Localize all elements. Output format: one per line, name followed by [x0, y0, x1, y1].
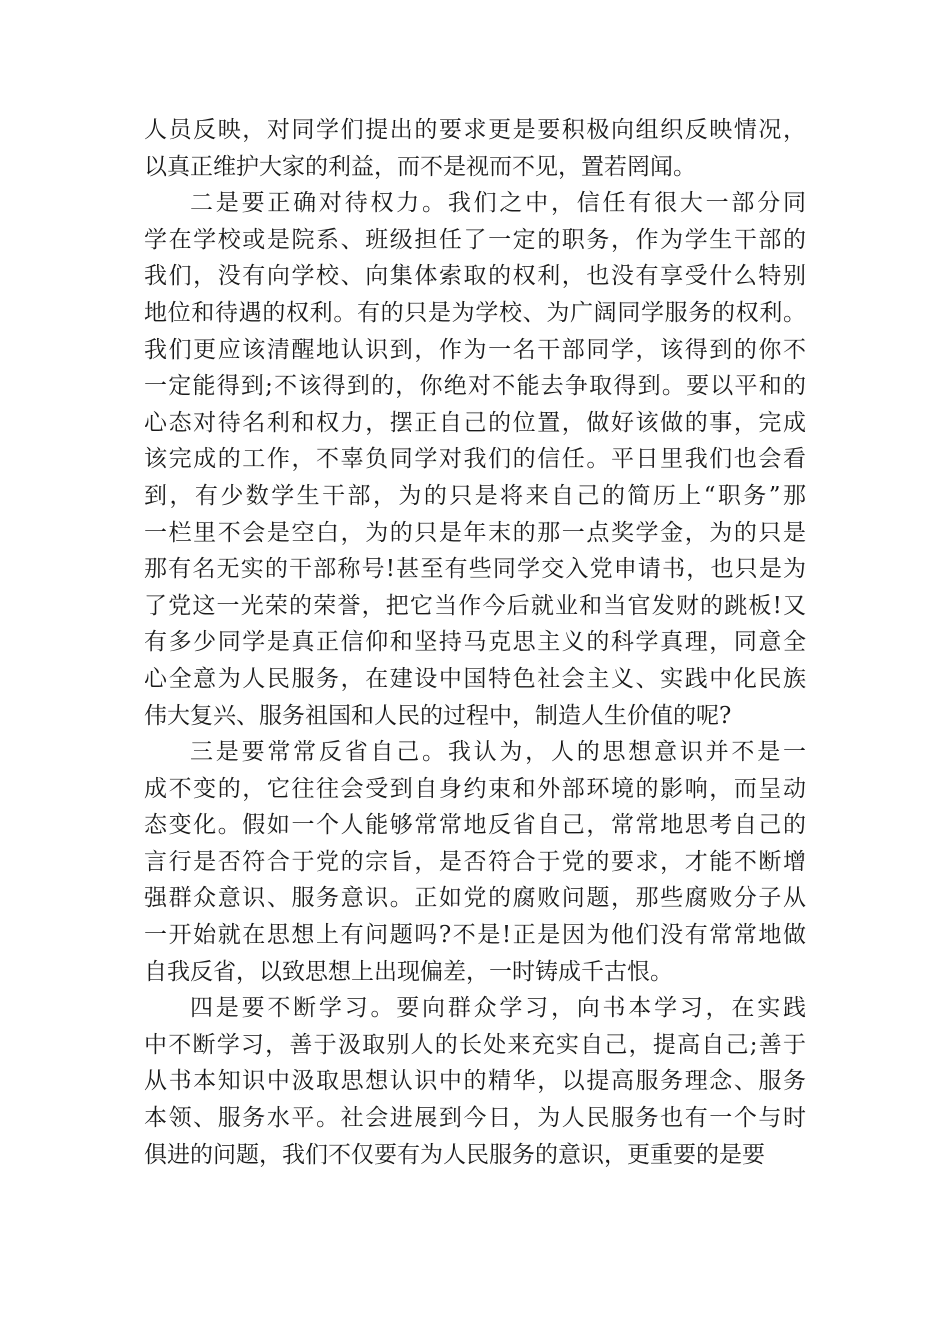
text-line: 俱进的问题，我们不仅要有为人民服务的意识，更重要的是要: [144, 1141, 765, 1168]
paragraph: [144, 185, 806, 734]
text-line: 本领、服务水平。社会进展到今日，为人民服务也有一个与时: [144, 1105, 806, 1132]
text-line: 学在学校或是院系、班级担任了一定的职务，作为学生干部的: [144, 226, 806, 253]
text-line: 四是要不断学习。要向群众学习，向书本学习，在实践: [190, 995, 806, 1022]
text-line: 伟大复兴、服务祖国和人民的过程中，制造人生价值的呢?: [144, 702, 732, 729]
text-line: 该完成的工作，不辜负同学对我们的信任。平日里我们也会看: [144, 446, 806, 473]
text-line: 人员反映，对同学们提出的要求更是要积极向组织反映情况，: [144, 117, 806, 143]
text-line: 一开始就在思想上有问题吗?不是!正是因为他们没有常常地做: [144, 922, 806, 949]
text-line: 自我反省，以致思想上出现偏差，一时铸成千古恨。: [144, 958, 673, 985]
text-line: 二是要正确对待权力。我们之中，信任有很大一部分同: [190, 190, 806, 217]
text-line: 一定能得到;不该得到的，你绝对不能去争取得到。要以平和的: [144, 373, 806, 400]
text-line: 有多少同学是真正信仰和坚持马克思主义的科学真理，同意全: [144, 629, 806, 656]
text-line: 心全意为人民服务，在建设中国特色社会主义、实践中化民族: [144, 665, 806, 692]
text-line: 地位和待遇的权利。有的只是为学校、为广阔同学服务的权利。: [144, 299, 806, 326]
text-line: 那有名无实的干部称号!甚至有些同学交入党申请书，也只是为: [144, 556, 806, 583]
text-line: 从书本知识中汲取思想认识中的精华，以提高服务理念、服务: [144, 1068, 806, 1095]
text-line: 我们更应该清醒地认识到，作为一名干部同学，该得到的你不: [144, 336, 806, 363]
document-body: [144, 112, 806, 1173]
text-line: 一栏里不会是空白，为的只是年末的那一点奖学金，为的只是: [144, 519, 806, 546]
text-line: 到，有少数学生干部，为的只是将来自己的简历上“职务”那: [144, 482, 806, 509]
text-line: 心态对待名利和权力，摆正自己的位置，做好该做的事，完成: [144, 409, 806, 436]
paragraph: [144, 734, 806, 990]
document-page: [144, 112, 806, 1173]
text-line: 态变化。假如一个人能够常常地反省自己，常常地思考自己的: [144, 812, 806, 839]
text-line: 了党这一光荣的荣誉，把它当作今后就业和当官发财的跳板!又: [144, 592, 806, 619]
text-line: 言行是否符合于党的宗旨，是否符合于党的要求，才能不断增: [144, 848, 806, 875]
text-line: 三是要常常反省自己。我认为，人的思想意识并不是一: [190, 739, 806, 766]
paragraph: [144, 112, 806, 185]
paragraph: [144, 990, 806, 1173]
text-line: 我们，没有向学校、向集体索取的权利，也没有享受什么特别: [144, 263, 806, 290]
text-line: 强群众意识、服务意识。正如党的腐败问题，那些腐败分子从: [144, 885, 806, 912]
text-line: 以真正维护大家的利益，而不是视而不见，置若罔闻。: [144, 153, 696, 180]
text-line: 中不断学习，善于汲取别人的长处来充实自己，提高自己;善于: [144, 1031, 806, 1058]
text-line: 成不变的，它往往会受到自身约束和外部环境的影响，而呈动: [144, 775, 806, 802]
